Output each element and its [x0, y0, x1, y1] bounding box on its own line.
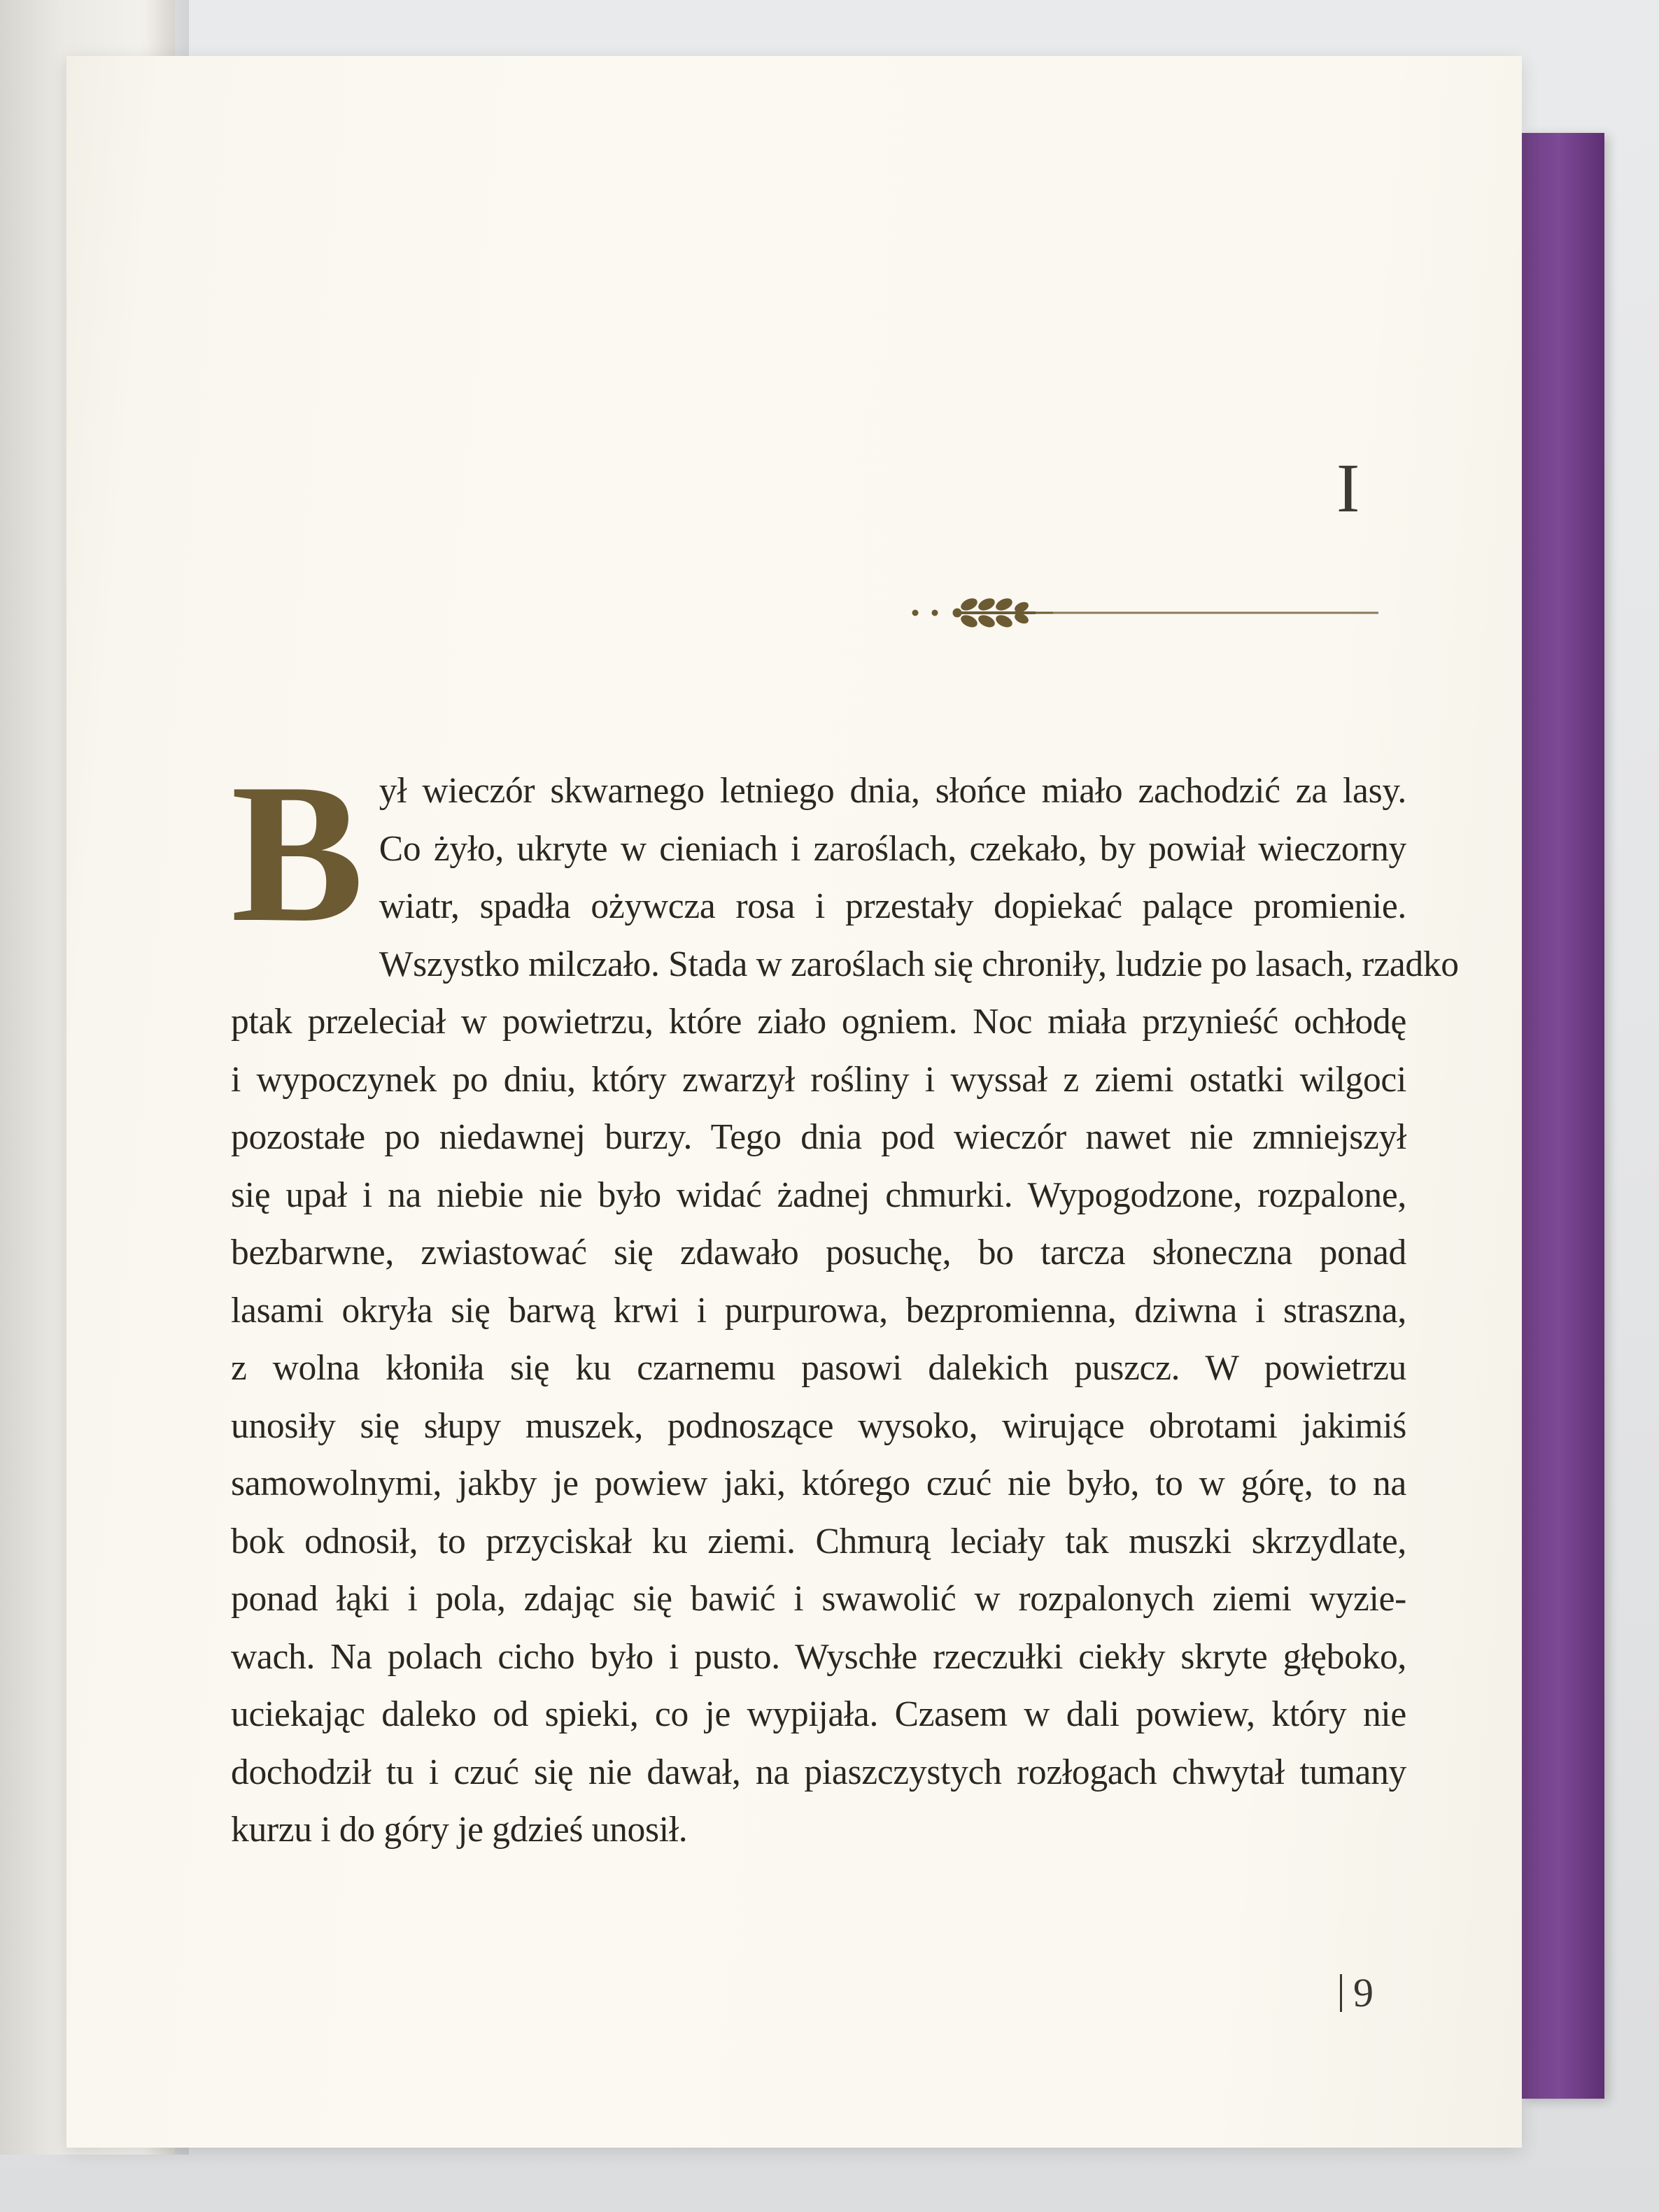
text-line: i wypoczynek po dniu, który zwarzył rośliny i wyssał z ziemi ostatki wilgoci: [231, 1059, 1406, 1100]
chapter-body-text: [231, 742, 1459, 1859]
page-number-value: 9: [1353, 1970, 1374, 2015]
text-line: bezbarwne, zwiastować się zdawało posuchę, bo tarcza słoneczna ponad: [231, 1233, 1406, 1272]
text-line: uciekając daleko od spieki, co je wypijała. Czasem w dali powiew, który nie: [231, 1694, 1406, 1734]
text-line: lasami okryła się barwą krwi i purpurowa, bezpromienna, dziwna i straszna,: [231, 1290, 1406, 1331]
drop-cap: B: [231, 742, 364, 963]
text-line: z wolna kłoniła się ku czarnemu pasowi dalekich puszcz. W powietrzu: [231, 1348, 1406, 1388]
text-line: Wszystko milczało. Stada w zaroślach się chroniły, ludzie po lasach, rzadko: [379, 944, 1459, 984]
text-line: wiatr, spadła ożywcza rosa i przestały dopiekać palące promienie.: [379, 886, 1406, 926]
text-line: kurzu i do góry je gdzieś unosił.: [231, 1810, 688, 1850]
text-line: ył wieczór skwarnego letniego dnia, słońce miało zachodzić za lasy.: [379, 771, 1406, 811]
text-line: wach. Na polach cicho było i pusto. Wyschłe rzeczułki ciekły skryte głęboko,: [231, 1636, 1406, 1677]
text-line: bok odnosił, to przyciskał ku ziemi. Chmurą leciały tak muszki skrzydlate,: [231, 1521, 1406, 1561]
text-line: pozostałe po niedawnej burzy. Tego dnia pod wieczór nawet nie zmniejszył: [231, 1117, 1406, 1157]
book-cover-edge: [1522, 133, 1604, 2099]
chapter-ornament-icon: [903, 585, 1392, 641]
chapter-number: I: [1336, 449, 1360, 527]
text-line: Co żyło, ukryte w cieniach i zaroślach, czekało, by powiał wieczorny: [379, 828, 1406, 869]
text-line: dochodził tu i czuć się nie dawał, na piaszczystych rozłogach chwytał tumany: [231, 1752, 1406, 1792]
text-line: samowolnymi, jakby je powiew jaki, którego czuć nie było, to w górę, to na: [231, 1463, 1406, 1503]
text-line: unosiły się słupy muszek, podnoszące wysoko, wirujące obrotami jakimiś: [231, 1405, 1406, 1446]
text-line: się upał i na niebie nie było widać żadnej chmurki. Wypogodzone, rozpalone,: [231, 1175, 1406, 1215]
text-line: ponad łąki i pola, zdając się bawić i swawolić w rozpalonych ziemi wyzie-: [231, 1579, 1406, 1619]
page-number: [1333, 1969, 1374, 2016]
text-line: ptak przeleciał w powietrzu, które ziało ogniem. Noc miała przynieść ochłodę: [231, 1002, 1406, 1042]
